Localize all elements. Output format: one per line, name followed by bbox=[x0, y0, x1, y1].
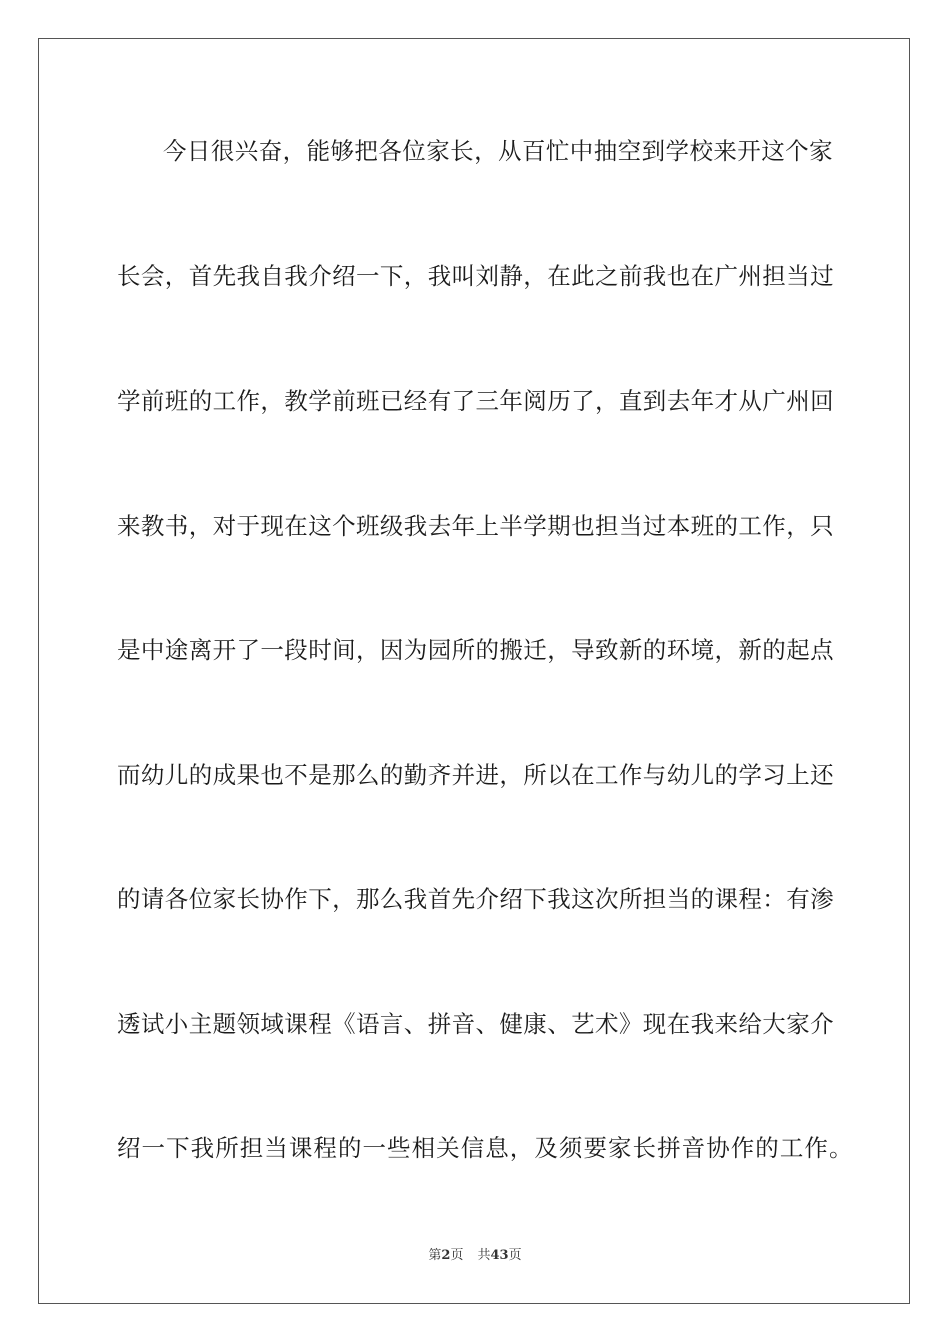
paragraph-line-8: 透试小主题领域课程《语言、拼音、健康、艺术》现在我来给大家介 bbox=[117, 1010, 834, 1038]
total-pages: 43 bbox=[490, 1248, 509, 1263]
paragraph-line-6: 而幼儿的成果也不是那么的勤齐并进，所以在工作与幼儿的学习上还 bbox=[117, 761, 834, 789]
total-suffix: 页 bbox=[508, 1248, 522, 1263]
page-border bbox=[38, 38, 910, 1304]
paragraph-line-5: 是中途离开了一段时间，因为园所的搬迁，导致新的环境，新的起点 bbox=[117, 636, 834, 664]
page-footer bbox=[0, 1247, 950, 1265]
paragraph-line-3: 学前班的工作，教学前班已经有了三年阅历了，直到去年才从广州回 bbox=[117, 387, 834, 415]
page-number: 2 bbox=[441, 1248, 451, 1263]
page-prefix: 第 bbox=[428, 1248, 442, 1263]
total-prefix: 共 bbox=[477, 1248, 491, 1263]
page-suffix: 页 bbox=[450, 1248, 464, 1263]
paragraph-line-2: 长会，首先我自我介绍一下，我叫刘静，在此之前我也在广州担当过 bbox=[117, 262, 834, 290]
paragraph-line-9: 绍一下我所担当课程的一些相关信息，及须要家长拼音协作的工作。 bbox=[117, 1134, 854, 1162]
paragraph-line-4: 来教书，对于现在这个班级我去年上半学期也担当过本班的工作，只 bbox=[117, 512, 834, 540]
paragraph-line-7: 的请各位家长协作下，那么我首先介绍下我这次所担当的课程：有渗 bbox=[117, 885, 834, 913]
paragraph-line-1: 今日很兴奋，能够把各位家长，从百忙中抽空到学校来开这个家 bbox=[163, 137, 833, 165]
